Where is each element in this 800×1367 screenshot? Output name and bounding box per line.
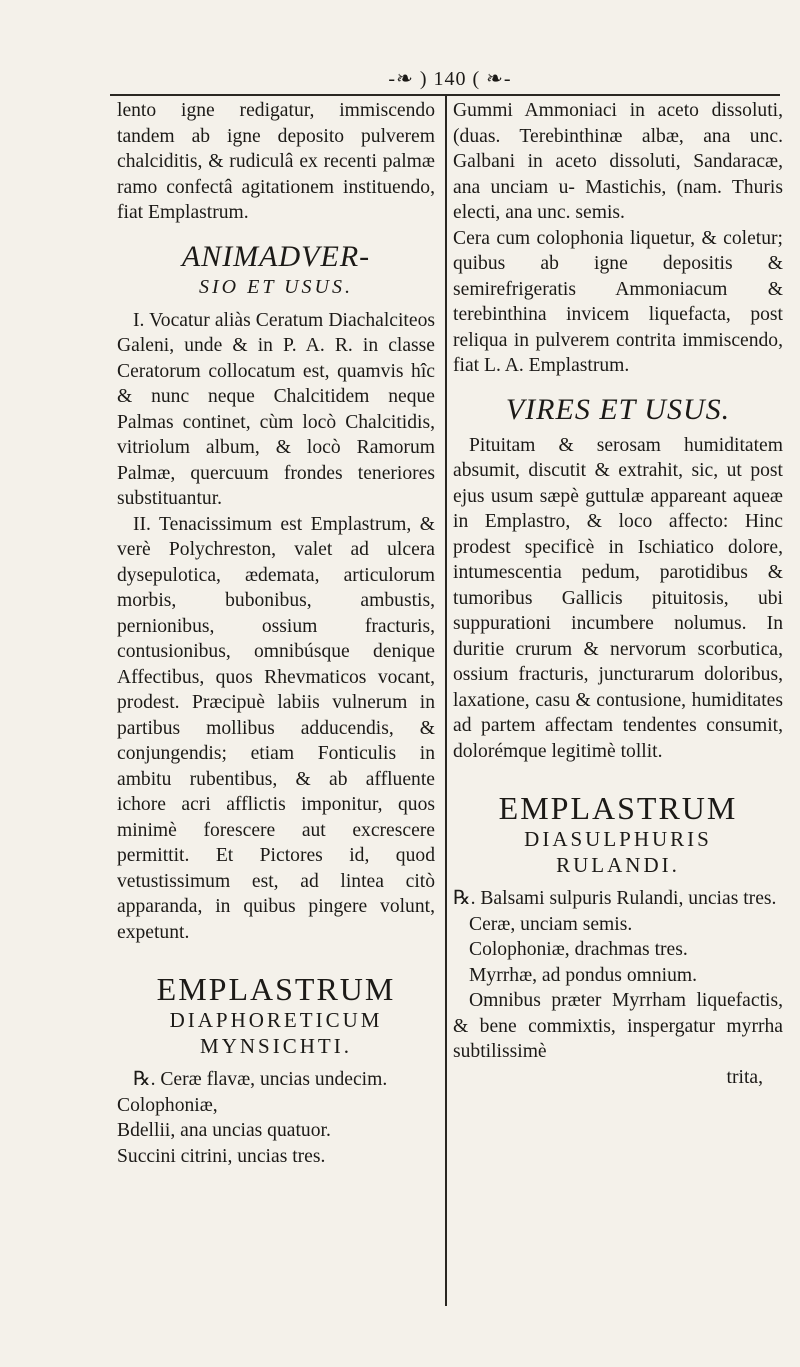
right-column: [453, 98, 783, 1090]
right-preparation-paragraph: Cera cum colophonia liquetur, & coletur; quibus ab igne depositis & semirefrigeratis Ammoniacum & terebinthina invicem liquefacta, post reliqua in pulverem contrita immiscendo, fiat L. A. Emplastrum.: [453, 227, 783, 376]
recipe-line: Succini citrini, uncias tres.: [117, 1145, 326, 1167]
recipe-line: Colophoniæ,: [117, 1094, 218, 1116]
vires-et-usus-heading: VIRES ET USUS.: [505, 392, 731, 426]
recipe-line: Bdellii, ana uncias quatuor.: [117, 1120, 331, 1141]
recipe-line: Colophoniæ, drachmas tres.: [469, 939, 688, 960]
page-header: -❧ ) 140 ( ❧-: [388, 68, 512, 90]
right-ingredients-paragraph: Gummi Ammoniaci in aceto dissoluti, (duas. Terebinthinæ albæ, ana unc. Galbani in aceto dissoluti, Sandaracæ, ana unciam u- Mastichis, (nam. Thuris electi, ana unc. semis.: [453, 100, 783, 223]
recipe-line: ℞. Ceræ flavæ, uncias undecim.: [133, 1069, 388, 1090]
diasulphuris-recipe: [453, 886, 783, 1090]
vires-paragraph: Pituitam & serosam humiditatem absumit, discutit & extrahit, sic, ut post ejus usum sæpè guttulæ appareant aqueæ in Emplastro, & loco affecto: Hinc prodest specificè in Ischiatico dolore, intumescentia pedum, parotidibus & tumoribus Gallicis pituitosis, ubi suppurationi incumbere nolumus. In duritie crurum & nervorum scorbutica, ossium fracturis, juncturarum doloribus, laxatione, casu & contusione, humiditates ad partem affectam tendentes consumit, dolorémque legitimè tollit.: [453, 434, 783, 762]
emplastrum-diasulphuris-title: EMPLASTRUM: [498, 790, 738, 826]
emplastrum-diaphoreticum-title: EMPLASTRUM: [156, 971, 396, 1007]
emplastrum-diaphoreticum-author: MYNSICHTI.: [200, 1034, 352, 1058]
recipe-instruction: Omnibus præter Myrrham liquefactis, & bene commixtis, inspergatur myrrha subtilissimè: [453, 990, 783, 1062]
animadversio-heading-line1: ANIMADVER-: [181, 239, 371, 273]
recipe-line: Myrrhæ, ad pondus omnium.: [469, 964, 698, 986]
left-intro-paragraph: lento igne redigatur, immiscendo tandem ab igne deposito pulverem chalciditis, & rudiculâ ex recenti palmæ ramo confectâ agitationem instituendo, fiat Emplastrum.: [117, 100, 435, 223]
emplastrum-diaphoreticum-subtitle: DIAPHORETICUM: [169, 1008, 383, 1032]
catchword: trita,: [726, 1066, 763, 1088]
emplastrum-diasulphuris-author: RULANDI.: [556, 853, 680, 877]
diaphoreticum-recipe: [117, 1067, 435, 1169]
animadversio-paragraph-2: II. Tenacissimum est Emplastrum, & verè Polychreston, valet ad ulcera dysepulotica, ædemata, articulorum morbis, bubonibus, ambustis, pernionibus, ossium fracturis, contusionibus, omnibúsque denique Affectibus, quos Rhevmaticos vocant, prodest. Præcipuè labiis vulnerum in partibus mollibus adducendis, & conjungendis; etiam Fonticulis in ambitu rubentibus, & ab affluente ichore acri afflictis imponitur, quos minimè forescere aut excrescere permittit. Et Pictores id, quod vetustissimum est, ad lintea citò apparanda, in quibus pingere volunt, expetunt.: [117, 513, 435, 943]
animadversio-paragraph-1: I. Vocatur aliàs Ceratum Diachalciteos Galeni, unde & in P. A. R. in classe Ceratorum collocatum est, quamvis hîc & nunc neque Chalcitidem neque Palmas continet, cùm locò Chalcitidis, vitriolum album, & locò Ramorum Palmæ, quercuum frondes teneriores substituantur.: [117, 309, 435, 509]
left-column: [117, 98, 435, 1169]
recipe-line: Ceræ, unciam semis.: [469, 913, 633, 935]
recipe-line: ℞. Balsami sulpuris Rulandi, uncias tres.: [453, 888, 777, 909]
animadversio-heading-line2: SIO ET USUS.: [199, 275, 353, 298]
emplastrum-diasulphuris-subtitle: DIASULPHURIS: [524, 827, 712, 851]
column-divider: [445, 96, 447, 1306]
